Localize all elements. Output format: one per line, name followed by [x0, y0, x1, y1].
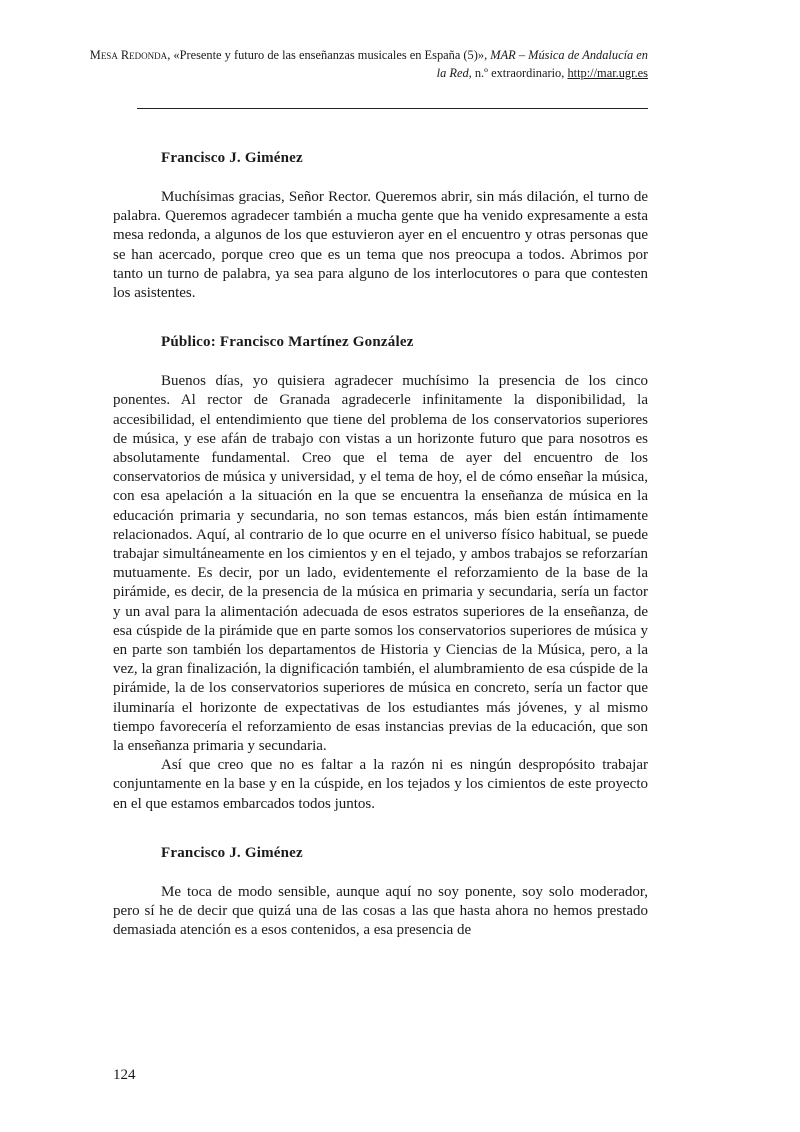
document-body: [113, 150, 648, 941]
paragraph: Me toca de modo sensible, aunque aquí no soy ponente, soy solo moderador, pero sí he de decir que quizá una de las cosas a las que hasta ahora no hemos prestado demasiada atención es a esos contenidos, a esa presencia de: [113, 883, 648, 939]
running-header: [88, 46, 648, 82]
header-journal: MAR – Música de Andalucía en la Red: [436, 48, 648, 80]
paragraph: Buenos días, yo quisiera agradecer muchísimo la presencia de los cinco ponentes. Al rector de Granada agradecerle infinitamente la disponibilidad, la accesibilidad, el entendimiento que tiene del problema de los conservatorios superiores de música, y ese afán de trabajo con vistas a un horizonte futuro que para nosotros es absolutamente fundamental. Creo que el tema de ayer del encuentro de los conservatorios de música y universidad, y el tema de hoy, el de cómo enseñar la música, con esa apelación a la situación en la que se encuentra la enseñanza de música en la educación primaria y secundaria, no son temas estancos, más bien están íntimamente relacionados. Aquí, al contrario de lo que ocurre en el universo físico habitual, se puede trabajar simultáneamente en los cimientos y en el tejado, y ambos trabajos se reforzarían mutuamente. Es decir, por un lado, evidentemente el reforzamiento de la base de la pirámide, es decir, de la presencia de la música en primaria y secundaria, sería un factor y un aval para la alimentación adecuada de esos estratos superiores de la enseñanza, de esa cúspide de la pirámide que en parte somos los conservatorios superiores de música y en parte son también los departamentos de Historia y Ciencias de la Música, pero, a la vez, la gran finalización, la dignificación también, el alumbramiento de esa cúspide de la pirámide, la de los conservatorios superiores de música en concreto, sería un factor que iluminaría el horizonte de expectativas de los estudiantes más jóvenes, y al mismo tiempo favorecería el reforzamiento de esas instancias previas de la educación, que son la enseñanza primaria y secundaria.: [113, 373, 648, 755]
header-rule: [137, 108, 648, 109]
speaker-name: Francisco J. Giménez: [161, 844, 303, 861]
speaker-name: Francisco J. Giménez: [161, 150, 303, 166]
paragraph: Así que creo que no es faltar a la razón ni es ningún despropósito trabajar conjuntamente en la base y en la cúspide, en los tejados y los cimientos de este proyecto en el que estamos embarcados todos juntos.: [113, 757, 648, 812]
header-url-link[interactable]: http://mar.ugr.es: [567, 66, 648, 80]
page-number: 124: [113, 1067, 136, 1083]
header-issue: , n.º extraordinario,: [468, 66, 568, 80]
header-authors: Mesa Redonda: [89, 48, 168, 62]
header-title: , «Presente y futuro de las enseñanzas musicales en España (5)»,: [167, 48, 491, 62]
paragraph: Muchísimas gracias, Señor Rector. Queremos abrir, sin más dilación, el turno de palabra. Queremos agradecer también a mucha gente que ha venido expresamente a esta mesa redonda, a algunos de los que estuvieron ayer en el encuentro y otras personas que se han acercado, porque creo que es un tema que nos preocupa a todos. Abrimos por tanto un turno de palabra, ya sea para alguno de los interlocutores o para que contesten los asistentes.: [113, 189, 648, 302]
speaker-name: Público: Francisco Martínez González: [161, 334, 414, 351]
